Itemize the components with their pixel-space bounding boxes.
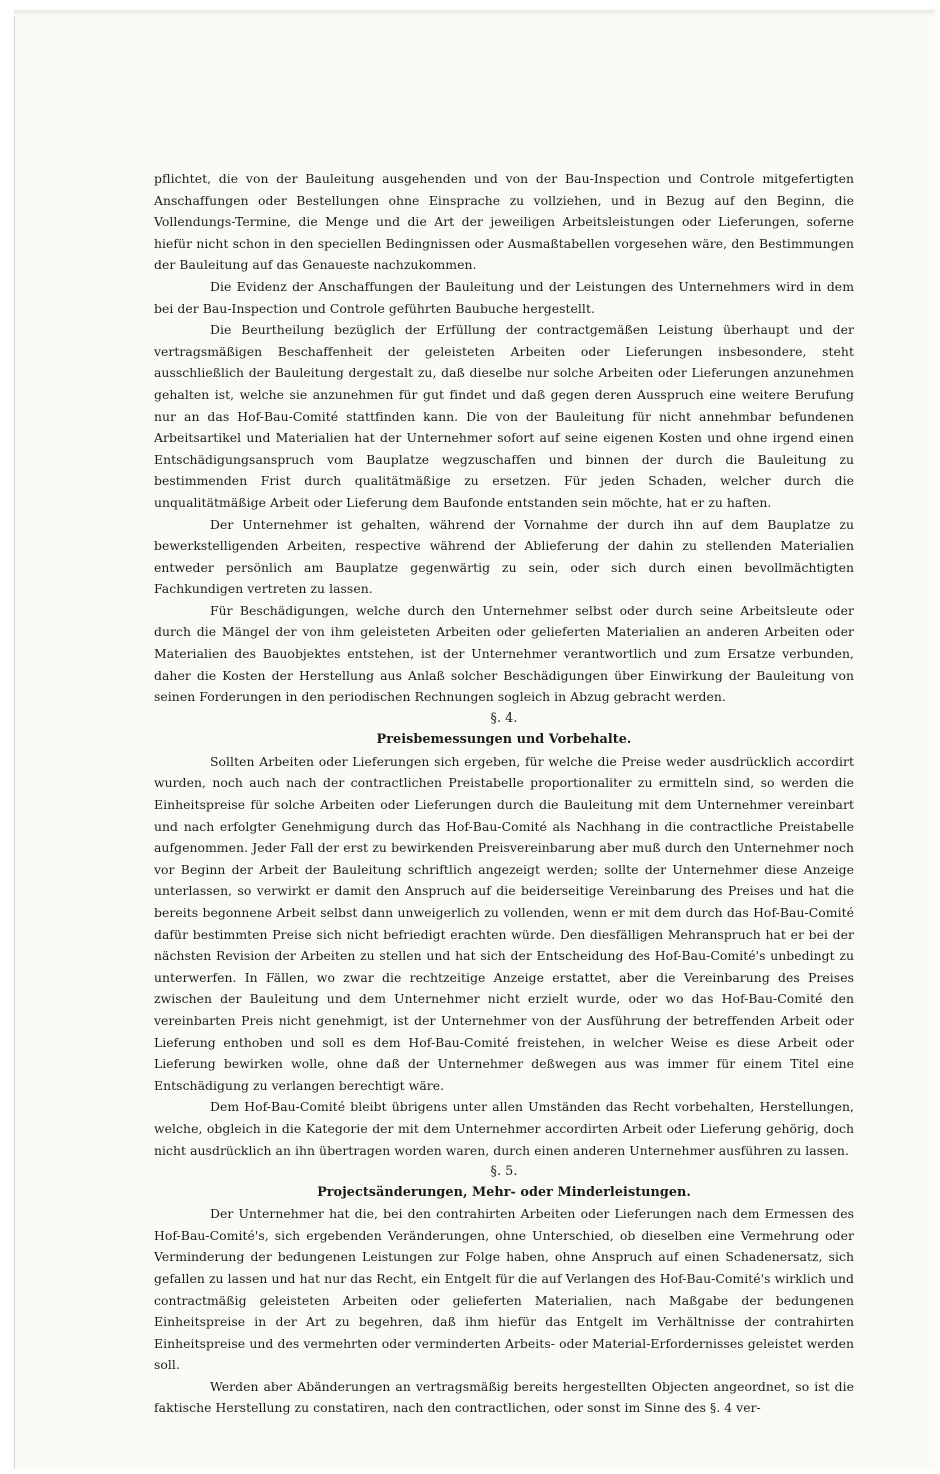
section-5-number: §. 5. <box>490 1164 518 1180</box>
section-5-paragraph-1: Der Unternehmer hat die, bei den contrahirten Arbeiten oder Lieferungen nach dem Ermessen des Hof-Bau-Comité's, sich ergebenden Veränderungen, ohne Unterschied, ob dieselben eine Vermehrung oder Verminderung der bedungenen Leistungen zur Folge haben, ohne Anspruch auf einen Schadenersatz, sich gefallen zu lassen und hat nur das Recht, ein Entgelt für die auf Verlangen des Hof-Bau-Comité's wirklich und contractmäßig geleisteten Arbeiten oder gelieferten Materialien, nach Maßgabe der bedungenen Einheitspreise in der Art zu begehren, daß ihm hiefür das Entgelt im Verhältnisse der contrahirten Einheitspreise und des vermehrten oder verminderten Arbeits- oder Material-Erfordernisses geleistet werden soll. <box>154 1206 854 1373</box>
paragraph-beurtheilung: Die Beurtheilung bezüglich der Erfüllung der contractgemäßen Leistung überhaupt und der vertragsmäßigen Beschaffenheit der geleisteten Arbeiten oder Lieferungen insbesondere, steht ausschließlich der Bauleitung dergestalt zu, daß dieselbe nur solche Arbeiten oder Lieferungen anzunehmen gehalten ist, welche sie anzunehmen für gut findet und daß gegen deren Ausspruch eine weitere Berufung nur an das Hof-Bau-Comité stattfinden kann. Die von der Bauleitung für nicht annehmbar befundenen Arbeitsartikel und Materialien hat der Unternehmer sofort auf seine eigenen Kosten und ohne irgend einen Entschädigungsanspruch vom Bauplatze wegzuschaffen und binnen der durch die Bauleitung zu bestimmenden Frist durch qualitätmäßige zu ersetzen. Für jeden Schaden, welcher durch die unqualitätmäßige Arbeit oder Lieferung dem Baufonde entstanden sein möchte, hat er zu haften. <box>154 322 854 510</box>
section-4-paragraph-2: Dem Hof-Bau-Comité bleibt übrigens unter allen Umständen das Recht vorbehalten, Herstellungen, welche, obgleich in die Kategorie der mit dem Unternehmer accordirten Arbeit oder Lieferung gehörig, doch nicht ausdrücklich an ihn übertragen worden waren, durch einen anderen Unternehmer ausführen zu lassen. <box>154 1099 854 1158</box>
section-5-title: Projectsänderungen, Mehr- oder Minderleistungen. <box>317 1185 691 1201</box>
paragraph-evidenz: Die Evidenz der Anschaffungen der Bauleitung und der Leistungen des Unternehmers wird in dem bei der Bau-Inspection und Controle geführten Baubuche hergestellt. <box>154 278 854 316</box>
section-4-paragraph-1: Sollten Arbeiten oder Lieferungen sich ergeben, für welche die Preise weder ausdrücklich accordirt wurden, noch auch nach der contractlichen Preistabelle proportionaliter zu ermitteln sind, so werden die Einheitspreise für solche Arbeiten oder Lieferungen durch die Bauleitung mit dem Unternehmer vereinbart und nach erfolgter Genehmigung durch das Hof-Bau-Comité als Nachhang in die contractliche Preistabelle aufgenommen. Jeder Fall der erst zu bewirkenden Preisvereinbarung aber muß durch den Unternehmer noch vor Beginn der Arbeit der Bauleitung schriftlich angezeigt werden; sollte der Unternehmer diese Anzeige unterlassen, so verwirkt er damit den Anspruch auf die beiderseitige Vereinbarung des Preises und hat die bereits begonnene Arbeit selbst dann unweigerlich zu vollenden, wenn er mit dem durch das Hof-Bau-Comité dafür bestimmten Preise sich nicht befriedigt erachten würde. Den diesfälligen Mehranspruch hat er bei der nächsten Revision der Arbeiten zu stellen und hat sich der Entscheidung des Hof-Bau-Comité's unbedingt zu unterwerfen. In Fällen, wo zwar die rechtzeitige Anzeige erstattet, aber die Vereinbarung des Preises zwischen der Bauleitung und dem Unternehmer nicht erzielt wurde, oder wo das Hof-Bau-Comité den vereinbarten Preis nicht genehmigt, ist der Unternehmer von der Ausführung der betreffenden Arbeit oder Lieferung enthoben und soll es dem Hof-Bau-Comité freistehen, in welcher Weise es diese Arbeit oder Lieferung bewirken wolle, ohne daß der Unternehmer deßwegen aus was immer für einem Titel eine Entschädigung zu verlangen berechtigt wäre. <box>154 753 854 1093</box>
section-5-paragraph-2: Werden aber Abänderungen an vertragsmäßig bereits hergestellten Objecten angeordnet, so ist die faktische Herstellung zu constatiren, nach den contractlichen, oder sonst im Sinne des §. 4 ver- <box>154 1378 854 1416</box>
document-text-column <box>154 168 854 1419</box>
paragraph-beschaedigungen: Für Beschädigungen, welche durch den Unternehmer selbst oder durch seine Arbeitsleute oder durch die Mängel der von ihm geleisteten Arbeiten oder gelieferten Materialien an anderen Arbeiten oder Materialien des Bauobjektes entstehen, ist der Unternehmer verantwortlich und zum Ersatze verbunden, daher die Kosten der Herstellung aus Anlaß solcher Beschädigungen über Einwirkung der Bauleitung von seinen Forderungen in den periodischen Rechnungen sogleich in Abzug gebracht werden. <box>154 602 854 705</box>
page-top-edge <box>14 10 934 16</box>
paragraph-continuation: pflichtet, die von der Bauleitung ausgehenden und von der Bau-Inspection und Controle mitgefertigten Anschaffungen oder Bestellungen ohne Einsprache zu vollziehen, und in Bezug auf den Beginn, die Vollendungs-Termine, die Menge und die Art der jeweiligen Arbeitsleistungen oder Lieferungen, soferne hiefür nicht schon in den speciellen Bedingnissen oder Ausmaßtabellen vorgesehen wäre, den Bestimmungen der Bauleitung auf das Genaueste nachzukommen. <box>154 171 854 273</box>
section-4-title: Preisbemessungen und Vorbehalte. <box>376 731 632 747</box>
section-4-number: §. 4. <box>490 710 518 726</box>
paragraph-unternehmer-anwesenheit: Der Unternehmer ist gehalten, während der Vornahme der durch ihn auf dem Bauplatze zu bewerkstelligenden Arbeiten, respective während der Ablieferung der dahin zu stellenden Materialien entweder persönlich am Bauplatze gegenwärtig zu sein, oder sich durch einen bevollmächtigten Fachkundigen vertreten zu lassen. <box>154 516 854 597</box>
